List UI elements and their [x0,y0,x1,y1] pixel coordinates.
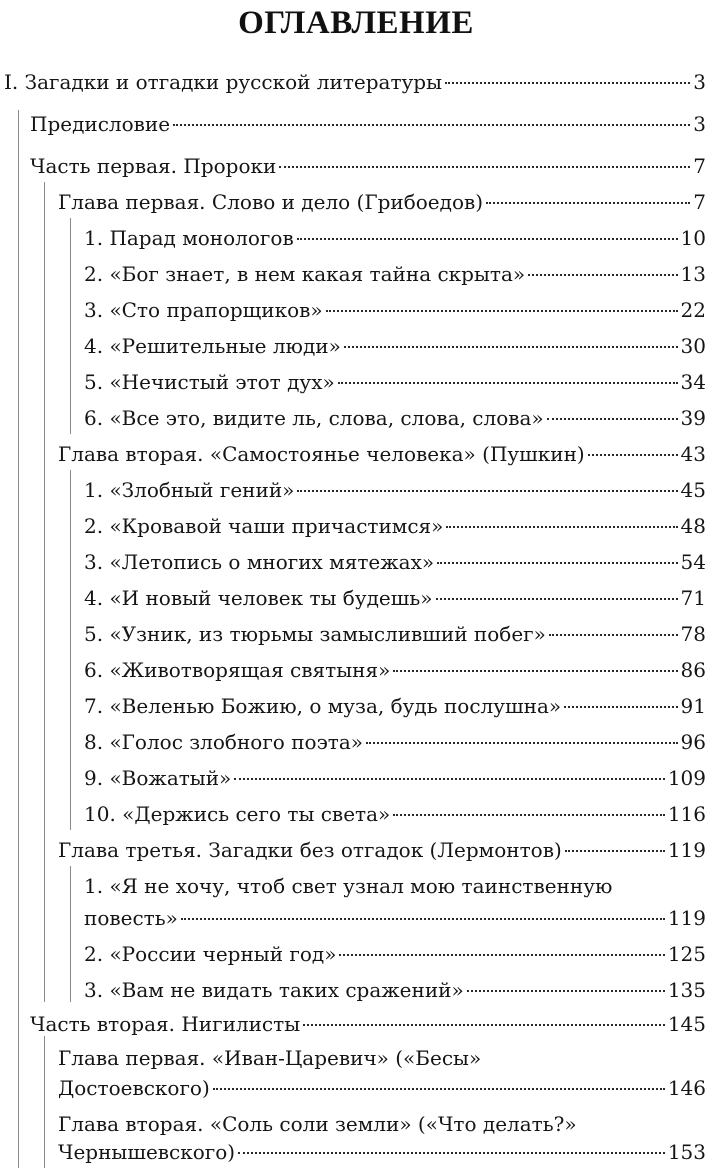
toc-entry[interactable] [84,760,706,796]
toc-entry[interactable] [84,580,706,616]
toc-dot-leader [467,990,665,992]
toc-page-number: 71 [680,586,706,610]
toc-entry-title: Часть первая. Пророки [30,154,277,178]
toc-entry-title: 5. «Нечистый этот дух» [84,370,335,394]
toc-entry-title: 3. «Летопись о многих мятежах» [84,550,435,574]
bracket-line-level3b [70,470,71,830]
toc-page-number: 91 [680,694,706,718]
page-title: ОГЛАВЛЕНИЕ [238,5,474,41]
toc-entry-title: 1. «Злобный гений» [84,478,295,502]
bracket-line-level2 [44,182,45,1002]
bracket-line-level1 [18,110,19,1168]
toc-entry-title: 1. Парад монологов [84,226,294,250]
toc-entry[interactable] [84,400,706,436]
toc-page-number: 34 [680,370,706,394]
toc-dot-leader [393,814,665,816]
toc-dot-leader [297,490,677,492]
bracket-line-level3a [70,218,71,434]
toc-entry[interactable] [84,364,706,400]
toc-page-number: 96 [680,730,706,754]
toc-page-number: 125 [667,942,706,966]
toc-entry[interactable] [58,1136,706,1168]
toc-entry-title: 4. «И новый человек ты будешь» [84,586,433,610]
toc-page-number: 48 [680,514,706,538]
toc-entry-title: 7. «Веленью Божию, о муза, будь послушна» [84,694,562,718]
toc-dot-leader [213,1088,665,1090]
toc-entry-title: 4. «Решительные люди» [84,334,341,358]
toc-dot-leader [547,418,678,420]
toc-page-number: 54 [680,550,706,574]
toc-entry-title: 2. «России черный год» [84,942,337,966]
toc-entry-title: Часть вторая. Нигилисты [30,1012,301,1036]
bracket-line-level2b [44,1036,45,1168]
toc-page-number: 3 [693,70,706,94]
toc-page-number: 116 [667,802,706,826]
toc-entry-title-line1: 1. «Я не хочу, чтоб свет узнал мою таинственную [84,874,613,898]
toc-dot-leader [445,82,690,84]
toc-entry[interactable] [58,1070,706,1106]
toc-dot-leader [344,346,678,348]
toc-page-number: 153 [667,1140,706,1164]
toc-dot-leader [486,202,690,204]
toc-dot-leader [446,526,677,528]
toc-dot-leader [588,454,678,456]
toc-entry[interactable] [84,796,706,832]
toc-entry[interactable] [84,936,706,972]
toc-entry-title: 6. «Животворящая святыня» [84,658,391,682]
toc-page-number: 45 [680,478,706,502]
toc-dot-leader [528,274,677,276]
toc-entry[interactable] [84,292,706,328]
toc-dot-leader [549,634,678,636]
toc-page-number: 10 [680,226,706,250]
toc-entry[interactable] [84,688,706,724]
toc-page-number: 30 [680,334,706,358]
toc-dot-leader [303,1024,665,1026]
toc-dot-leader [234,778,665,780]
toc-entry-title-line2: Чернышевского) [58,1140,236,1164]
toc-entry-title-line1: Глава вторая. «Соль соли земли» («Что делать?» [58,1112,577,1136]
toc-dot-leader [564,706,677,708]
toc-entry[interactable] [58,436,706,472]
toc-page-number: 119 [667,906,706,930]
toc-dot-leader [181,918,665,920]
toc-page-number: 146 [667,1076,706,1100]
toc-entry-title: 3. «Сто прапорщиков» [84,298,323,322]
toc-entry-title-line2: Достоевского) [58,1076,210,1100]
toc-entry[interactable] [84,256,706,292]
toc-entry[interactable] [84,328,706,364]
toc-entry[interactable] [84,724,706,760]
toc-entry-title: Глава третья. Загадки без отгадок (Лермонтов) [58,838,562,862]
toc-dot-leader [338,382,678,384]
toc-page-number: 78 [680,622,706,646]
toc-page-number: 43 [680,442,706,466]
toc-page-number: 39 [680,406,706,430]
toc-entry[interactable] [30,106,706,142]
toc-entry-title: 5. «Узник, из тюрьмы замысливший побег» [84,622,546,646]
bracket-line-level3c [70,866,71,1002]
toc-entry[interactable] [84,508,706,544]
toc-entry[interactable] [84,472,706,508]
toc-entry[interactable] [84,220,706,256]
toc-entry-title: 3. «Вам не видать таких сражений» [84,978,464,1002]
toc-page-number: 7 [693,154,706,178]
toc-entry-title: Глава вторая. «Самостоянье человека» (Пушкин) [58,442,585,466]
toc-entry-title: Глава первая. Слово и дело (Грибоедов) [58,190,484,214]
toc-entry[interactable] [30,1006,706,1042]
toc-entry-title: 2. «Бог знает, в нем какая тайна скрыта» [84,262,526,286]
toc-entry[interactable] [58,184,706,220]
toc-page-number: 22 [680,298,706,322]
toc-page-number: 145 [667,1012,706,1036]
toc-entry-title-line1: Глава первая. «Иван-Царевич» («Бесы» [58,1046,482,1070]
toc-page-number: 109 [667,766,706,790]
toc-entry-title: Предисловие [30,112,171,136]
toc-dot-leader [436,598,678,600]
toc-dot-leader [393,670,677,672]
toc-entry-title-line2: повесть» [84,906,178,930]
toc-entry[interactable] [84,616,706,652]
toc-entry[interactable] [84,544,706,580]
toc-entry-title: 2. «Кровавой чаши причастимся» [84,514,444,538]
toc-dot-leader [326,310,678,312]
toc-page-number: 7 [693,190,706,214]
toc-entry[interactable] [30,148,706,184]
toc-dot-leader [297,238,678,240]
toc-dot-leader [437,562,677,564]
toc-entry[interactable] [84,972,706,1008]
toc-entry-title: 9. «Вожатый» [84,766,232,790]
toc-entry[interactable] [84,652,706,688]
toc-page-number: 119 [667,838,706,862]
toc-dot-leader [279,166,690,168]
toc-page-number: 13 [680,262,706,286]
toc-entry-title: 6. «Все это, видите ль, слова, слова, слова» [84,406,544,430]
toc-page-number: 3 [693,112,706,136]
toc-entry[interactable] [58,832,706,868]
toc-entry[interactable] [4,64,706,100]
toc-page-number: 135 [667,978,706,1002]
toc-dot-leader [339,954,664,956]
toc-page-number: 86 [680,658,706,682]
toc-dot-leader [366,742,678,744]
toc-entry-title: I. Загадки и отгадки русской литературы [4,70,443,94]
toc-dot-leader [238,1152,665,1154]
toc-entry[interactable] [84,900,706,936]
toc-entry-title: 10. «Держись сего ты света» [84,802,391,826]
toc-dot-leader [565,850,665,852]
toc-dot-leader [173,124,690,126]
toc-entry-title: 8. «Голос злобного поэта» [84,730,364,754]
